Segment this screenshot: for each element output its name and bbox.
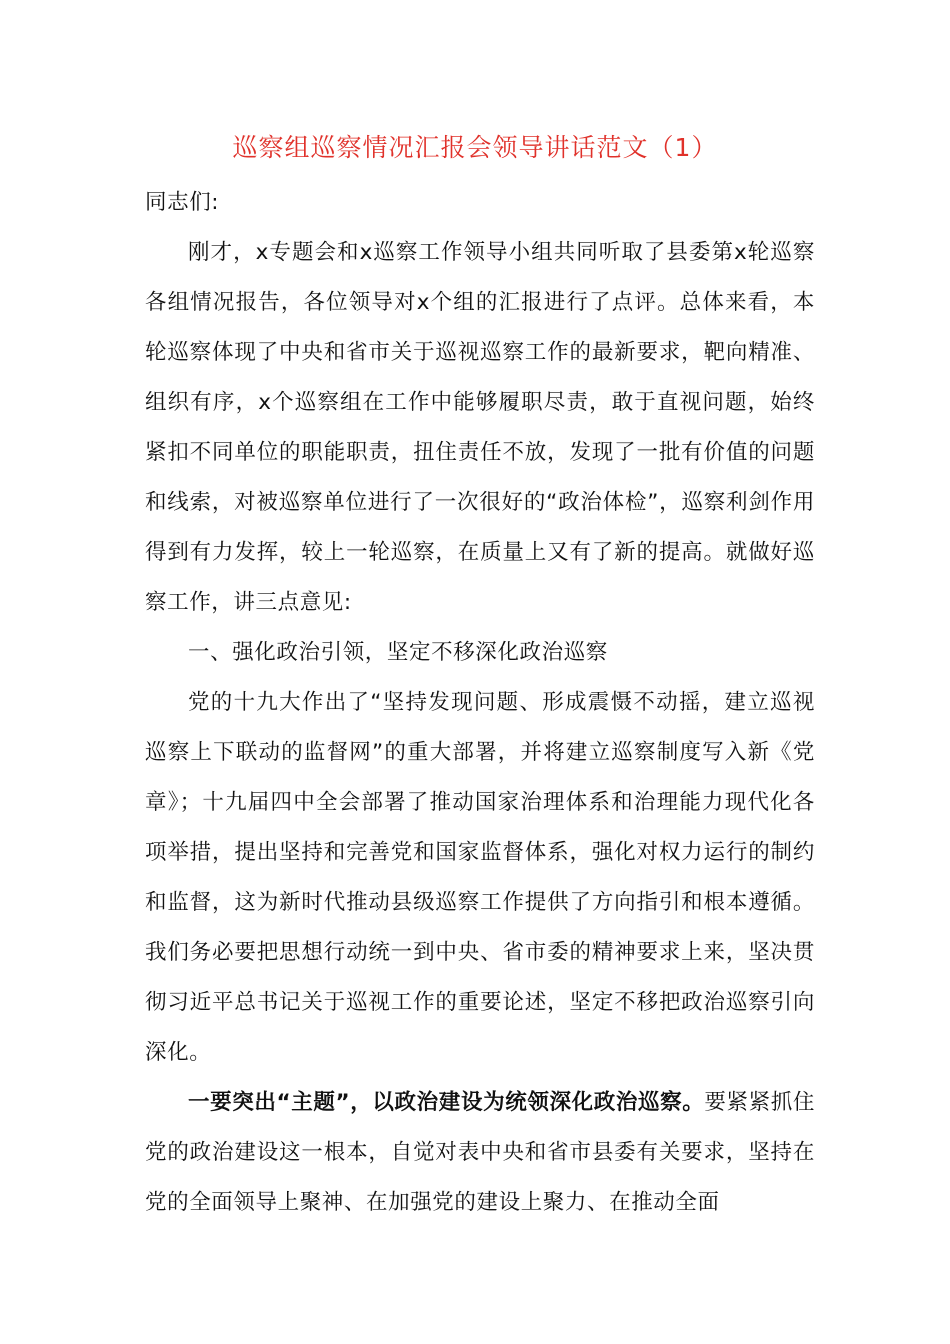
paragraph-point-1 bbox=[145, 1078, 815, 1228]
paragraph-intro: 刚才，x专题会和x巡察工作领导小组共同听取了县委第x轮巡察各组情况报告，各位领导对x个组的汇报进行了点评。总体来看，本轮巡察体现了中央和省市关于巡视巡察工作的最新要求，靶向精准、组织有序，x个巡察组在工作中能够履职尽责，敢于直视问题，始终紧扣不同单位的职能职责，扭住责任不放，发现了一批有价值的问题和线索，对被巡察单位进行了一次很好的“政治体检”，巡察利剑作用得到有力发挥，较上一轮巡察，在质量上又有了新的提高。就做好巡察工作，讲三点意见: bbox=[145, 240, 815, 615]
document-body bbox=[145, 178, 815, 1228]
point-1-lead: 一要突出“主题”，以政治建设为统领深化政治巡察。 bbox=[188, 1090, 705, 1115]
point-1-text: 要紧紧抓住党的政治建设这一根本，自觉对表中央和省市县委有关要求，坚持在党的全面领导上聚神、在加强党的建设上聚力、在推动全面 bbox=[145, 1090, 815, 1215]
section-heading-1: 一、强化政治引领，坚定不移深化政治巡察 bbox=[188, 640, 608, 665]
paragraph-section-1: 党的十九大作出了“坚持发现问题、形成震慑不动摇，建立巡视巡察上下联动的监督网”的重大部署，并将建立巡察制度写入新《党章》；十九届四中全会部署了推动国家治理体系和治理能力现代化各项举措，提出坚持和完善党和国家监督体系，强化对权力运行的制约和监督，这为新时代推动县级巡察工作提供了方向指引和根本遵循。我们务必要把思想行动统一到中央、省市委的精神要求上来，坚决贯彻习近平总书记关于巡视工作的重要论述，坚定不移把政治巡察引向深化。 bbox=[145, 690, 815, 1065]
document-title: 巡察组巡察情况汇报会领导讲话范文（1） bbox=[232, 133, 718, 162]
salutation: 同志们: bbox=[145, 190, 220, 215]
